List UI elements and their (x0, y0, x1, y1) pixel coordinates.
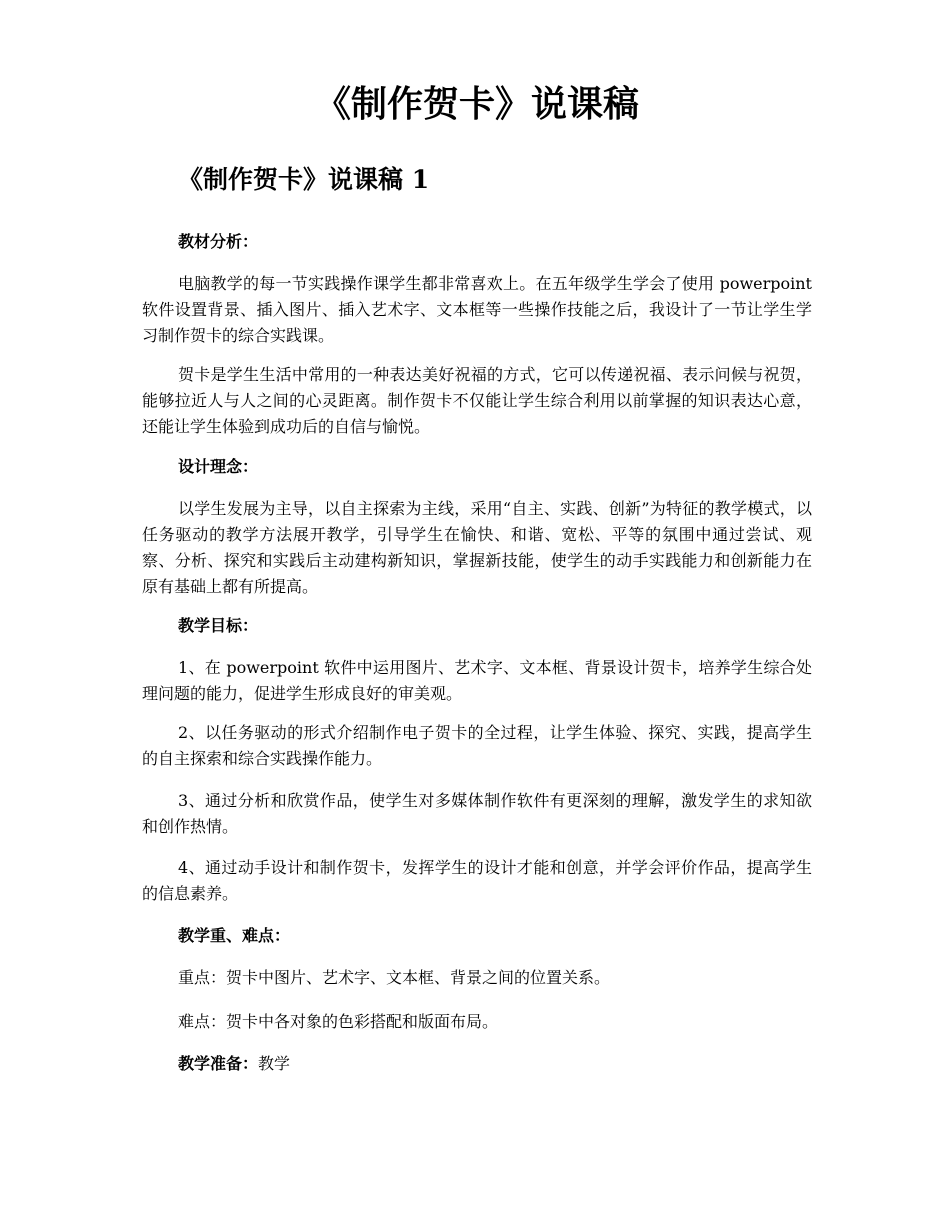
prep-line (142, 1051, 848, 1077)
section-heading-goals: 教学目标： (178, 616, 259, 635)
goal-item-3: 3、通过分析和欣赏作品，使学生对多媒体制作软件有更深刻的理解，激发学生的求知欲和创作热情。 (142, 791, 812, 836)
section-heading-design: 设计理念： (178, 457, 259, 476)
prep-label: 教学准备： (178, 1054, 259, 1073)
paragraph-material-2: 贺卡是学生生活中常用的一种表达美好祝福的方式，它可以传递祝福、表示问候与祝贺，能够拉近人与人之间的心灵距离。制作贺卡不仅能让学生综合利用以前掌握的知识表达心意，还能让学生体验到成功后的自信与愉悦。 (142, 365, 812, 436)
difficult-point-text: 难点：贺卡中各对象的色彩搭配和版面布局。 (178, 1012, 499, 1031)
document-title: 《制作贺卡》说课稿 (314, 83, 639, 125)
section-heading-key-points: 教学重、难点： (178, 926, 291, 945)
goal-item-2: 2、以任务驱动的形式介绍制作电子贺卡的全过程，让学生体验、探究、实践，提高学生的自主探索和综合实践操作能力。 (142, 723, 812, 768)
prep-value: 教学 (258, 1054, 291, 1073)
paragraph-design-1: 以学生发展为主导，以自主探索为主线，采用“自主、实践、创新”为特征的教学模式，以任务驱动的教学方法展开教学，引导学生在愉快、和谐、宽松、平等的氛围中通过尝试、观察、分析、探究和实践后主动建构新知识，掌握新技能，使学生的动手实践能力和创新能力在原有基础上都有所提高。 (142, 499, 812, 596)
section-heading-material: 教材分析： (178, 232, 259, 251)
paragraph-material-1: 电脑教学的每一节实践操作课学生都非常喜欢上。在五年级学生学会了使用 powerpoint 软件设置背景、插入图片、插入艺术字、文本框等一些操作技能之后，我设计了一节让学生学习制作贺卡的综合实践课。 (142, 274, 812, 345)
document-subtitle: 《制作贺卡》说课稿 1 (178, 165, 430, 194)
goal-item-4: 4、通过动手设计和制作贺卡，发挥学生的设计才能和创意，并学会评价作品，提高学生的信息素养。 (142, 858, 812, 903)
goal-item-1: 1、在 powerpoint 软件中运用图片、艺术字、文本框、背景设计贺卡，培养学生综合处理问题的能力，促进学生形成良好的审美观。 (142, 658, 812, 703)
key-point-text: 重点：贺卡中图片、艺术字、文本框、背景之间的位置关系。 (178, 968, 611, 987)
